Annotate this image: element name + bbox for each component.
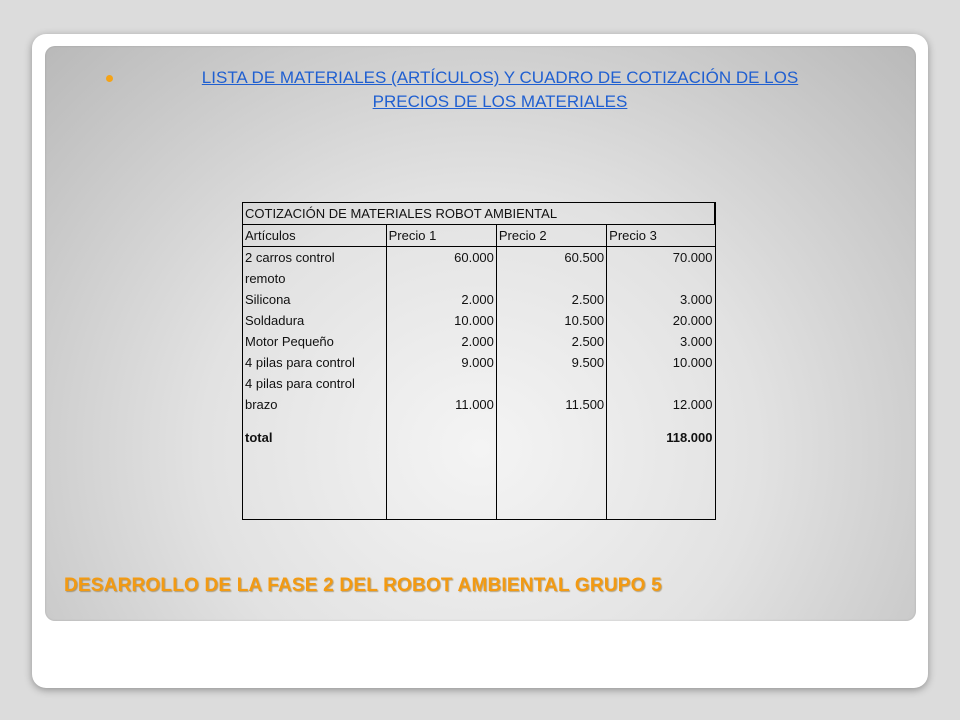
- header-precio-3: Precio 3: [607, 225, 715, 247]
- price3-cell: 10.000: [607, 352, 715, 373]
- price1-cell: [386, 268, 496, 289]
- price1-cell: 60.000: [386, 247, 496, 269]
- slide-heading: [100, 66, 900, 114]
- price3-cell: [607, 268, 715, 289]
- item-cell: remoto: [243, 268, 387, 289]
- price2-cell: 60.500: [496, 247, 606, 269]
- price3-cell: 20.000: [607, 310, 715, 331]
- item-cell: 2 carros control: [243, 247, 387, 269]
- empty-cell: [243, 459, 387, 520]
- total-value: 118.000: [607, 415, 715, 459]
- empty-row: [243, 459, 716, 520]
- heading-link-line1[interactable]: LISTA DE MATERIALES (ARTÍCULOS) Y CUADRO DE COTIZACIÓN DE LOS: [201, 68, 799, 87]
- table-title: COTIZACIÓN DE MATERIALES ROBOT AMBIENTAL: [243, 203, 716, 225]
- table-row: [243, 268, 716, 289]
- table-row: [243, 247, 716, 269]
- table-row: [243, 289, 716, 310]
- price2-cell: [496, 268, 606, 289]
- header-precio-2: Precio 2: [496, 225, 606, 247]
- total-empty-2: [496, 415, 606, 459]
- total-label: total: [243, 415, 387, 459]
- heading-link-line2[interactable]: PRECIOS DE LOS MATERIALES: [372, 92, 628, 111]
- price3-cell: 3.000: [607, 289, 715, 310]
- price3-cell: 12.000: [607, 394, 715, 415]
- price2-cell: 10.500: [496, 310, 606, 331]
- price1-cell: 9.000: [386, 352, 496, 373]
- quotation-table: [242, 202, 716, 520]
- price1-cell: [386, 373, 496, 394]
- price2-cell: 2.500: [496, 331, 606, 352]
- price2-cell: 2.500: [496, 289, 606, 310]
- item-cell: 4 pilas para control: [243, 373, 387, 394]
- price1-cell: 11.000: [386, 394, 496, 415]
- total-empty-1: [386, 415, 496, 459]
- price3-cell: 70.000: [607, 247, 715, 269]
- bullet-icon: [106, 75, 113, 82]
- price1-cell: 2.000: [386, 331, 496, 352]
- item-cell: 4 pilas para control: [243, 352, 387, 373]
- price2-cell: 9.500: [496, 352, 606, 373]
- header-precio-1: Precio 1: [386, 225, 496, 247]
- price3-cell: [607, 373, 715, 394]
- price2-cell: 11.500: [496, 394, 606, 415]
- table-row: [243, 331, 716, 352]
- table-row: [243, 352, 716, 373]
- price3-cell: 3.000: [607, 331, 715, 352]
- total-row: [243, 415, 716, 459]
- price2-cell: [496, 373, 606, 394]
- header-articulos: Artículos: [243, 225, 387, 247]
- price1-cell: 2.000: [386, 289, 496, 310]
- item-cell: brazo: [243, 394, 387, 415]
- table-row: [243, 394, 716, 415]
- empty-cell: [496, 459, 606, 520]
- price1-cell: 10.000: [386, 310, 496, 331]
- item-cell: Motor Pequeño: [243, 331, 387, 352]
- table-row: [243, 310, 716, 331]
- table-row: [243, 373, 716, 394]
- item-cell: Silicona: [243, 289, 387, 310]
- empty-cell: [607, 459, 715, 520]
- empty-cell: [386, 459, 496, 520]
- slide-title: DESARROLLO DE LA FASE 2 DEL ROBOT AMBIENTAL GRUPO 5: [64, 575, 662, 596]
- item-cell: Soldadura: [243, 310, 387, 331]
